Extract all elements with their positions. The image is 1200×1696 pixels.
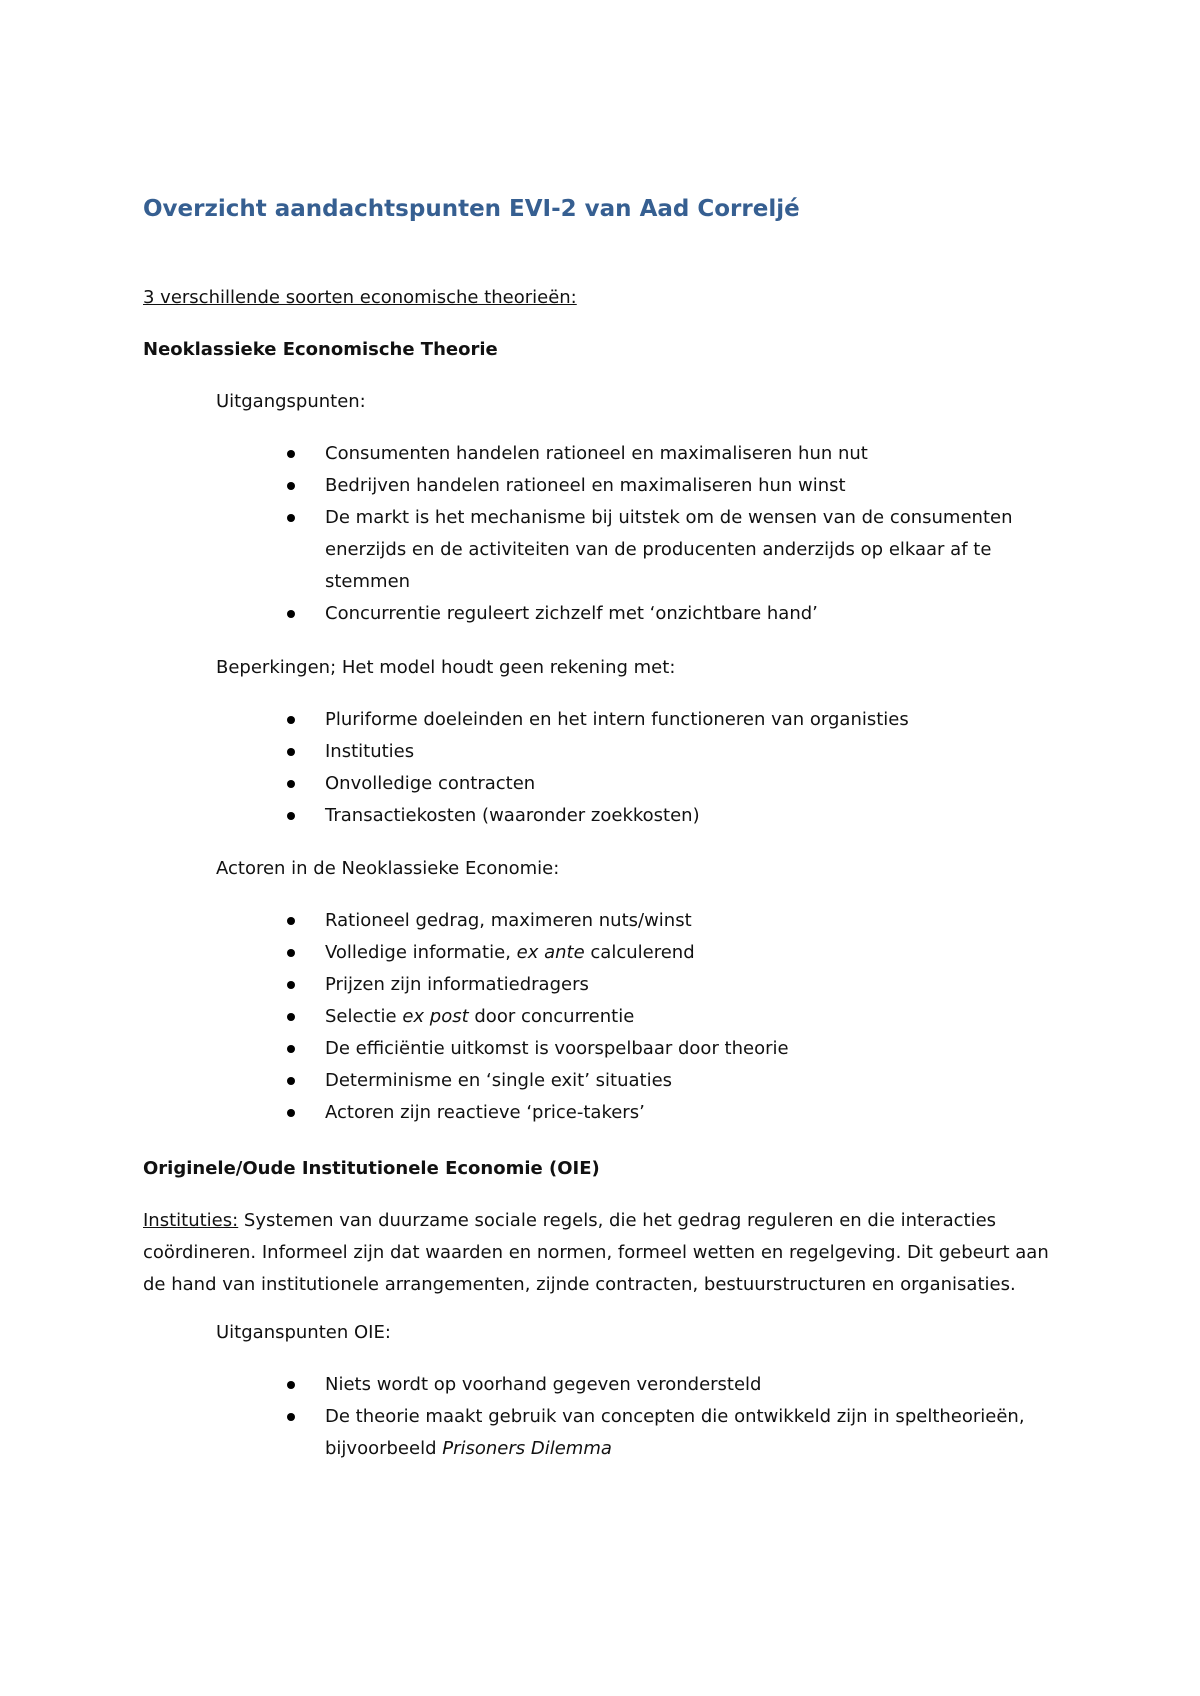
list-item: Niets wordt op voorhand gegeven verondersteld bbox=[325, 1369, 1055, 1401]
bullet-icon bbox=[287, 716, 295, 724]
list-item: De efficiëntie uitkomst is voorspelbaar door theorie bbox=[325, 1033, 789, 1065]
list-item: Transactiekosten (waaronder zoekkosten) bbox=[325, 800, 909, 832]
subheading-beperkingen: Beperkingen; Het model houdt geen rekening met: bbox=[216, 657, 676, 678]
document-title: Overzicht aandachtspunten EVI-2 van Aad Correljé bbox=[143, 196, 800, 222]
list-item: Selectie ex post door concurrentie bbox=[325, 1001, 789, 1033]
section-heading-neoclassical: Neoklassieke Economische Theorie bbox=[143, 339, 498, 360]
bullet-icon bbox=[287, 780, 295, 788]
list-uitgangspunten bbox=[325, 438, 1055, 630]
list-item: Instituties bbox=[325, 736, 909, 768]
bullet-icon bbox=[287, 1077, 295, 1085]
subheading-actoren: Actoren in de Neoklassieke Economie: bbox=[216, 858, 560, 879]
list-beperkingen bbox=[325, 704, 909, 832]
list-item: Consumenten handelen rationeel en maximaliseren hun nut bbox=[325, 438, 1055, 470]
list-actoren bbox=[325, 905, 789, 1129]
list-item: Concurrentie reguleert zichzelf met ‘onzichtbare hand’ bbox=[325, 598, 1055, 630]
instituties-definition bbox=[143, 1205, 1063, 1301]
bullet-icon bbox=[287, 981, 295, 989]
list-item: De markt is het mechanisme bij uitstek om de wensen van de consumenten enerzijds en de activiteiten van de producenten anderzijds op elkaar af te stemmen bbox=[325, 502, 1055, 598]
list-item: Volledige informatie, ex ante calculerend bbox=[325, 937, 789, 969]
bullet-icon bbox=[287, 610, 295, 618]
bullet-icon bbox=[287, 514, 295, 522]
intro-heading: 3 verschillende soorten economische theorieën: bbox=[143, 287, 577, 308]
bullet-icon bbox=[287, 917, 295, 925]
subheading-uitganspunten-oie: Uitganspunten OIE: bbox=[216, 1322, 391, 1343]
list-item: Pluriforme doeleinden en het intern functioneren van organisties bbox=[325, 704, 909, 736]
list-uitganspunten-oie bbox=[325, 1369, 1055, 1465]
bullet-icon bbox=[287, 748, 295, 756]
bullet-icon bbox=[287, 1013, 295, 1021]
list-item: Determinisme en ‘single exit’ situaties bbox=[325, 1065, 789, 1097]
list-item: De theorie maakt gebruik van concepten die ontwikkeld zijn in speltheorieën, bijvoorbeeld Prisoners Dilemma bbox=[325, 1401, 1055, 1465]
bullet-icon bbox=[287, 812, 295, 820]
bullet-icon bbox=[287, 450, 295, 458]
bullet-icon bbox=[287, 1045, 295, 1053]
subheading-uitgangspunten: Uitgangspunten: bbox=[216, 391, 366, 412]
list-item: Rationeel gedrag, maximeren nuts/winst bbox=[325, 905, 789, 937]
bullet-icon bbox=[287, 949, 295, 957]
bullet-icon bbox=[287, 1381, 295, 1389]
list-item: Bedrijven handelen rationeel en maximaliseren hun winst bbox=[325, 470, 1055, 502]
section-heading-oie: Originele/Oude Institutionele Economie (OIE) bbox=[143, 1158, 600, 1179]
list-item: Onvolledige contracten bbox=[325, 768, 909, 800]
definition-term: Instituties: bbox=[143, 1210, 239, 1231]
definition-text: Systemen van duurzame sociale regels, die het gedrag reguleren en die interacties coördineren. Informeel zijn dat waarden en normen, formeel wetten en regelgeving. Dit gebeurt aan de hand van institutionele arrangementen, zijnde contracten, bestuurstructuren en organisaties. bbox=[143, 1210, 1049, 1295]
bullet-icon bbox=[287, 1413, 295, 1421]
bullet-icon bbox=[287, 1109, 295, 1117]
list-item: Actoren zijn reactieve ‘price-takers’ bbox=[325, 1097, 789, 1129]
bullet-icon bbox=[287, 482, 295, 490]
list-item: Prijzen zijn informatiedragers bbox=[325, 969, 789, 1001]
